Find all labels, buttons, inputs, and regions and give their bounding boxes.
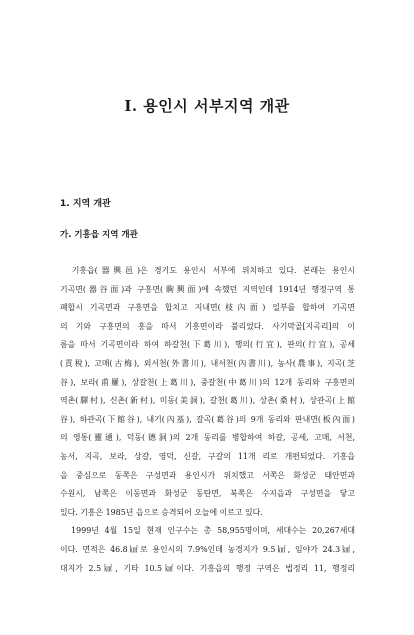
text-line: 농서, 지곡, 보라, 상갈, 영덕, 신갈, 구갈의 11개 리로 개편되었다. 기흥읍	[60, 451, 355, 461]
text-line: 있다. 기흥은 1985년 읍으로 승격되어 오늘에 이르고 있다.	[60, 507, 263, 517]
text-line: 의 기와 구흥면의 흥을 따서 기흥면이라 불리었다. 사기막골[지곡리]의 이	[60, 321, 355, 331]
section-title: 1. 지역 개관	[60, 199, 111, 209]
text-line: 1999년 4월 15일 현재 인구수는 총 58,955명이며, 세대수는 20,267세대	[60, 526, 355, 536]
text-line: 기흥읍(器興邑)은 경기도 용인시 서부에 위치하고 있다. 본래는 용인시	[60, 266, 355, 275]
text-line: 기곡면(器谷面)과 구흥면(駒興面)에 속했던 지역인데 1914년 행정구역 통	[60, 284, 355, 294]
text-line: 대지가 2.5㎢, 기타 10.5㎢이다. 기흥읍의 행정 구역은 법정리 11, 행정리	[60, 563, 355, 573]
text-line: 을 중심으로 동쪽은 구성면과 용인시가 위치했고 서쪽은 화성군 태안면과	[60, 470, 355, 480]
text-line: 谷), 보라(甫羅), 상갈천(上葛川), 중갈천(中葛川)의 12개 동리와 구흥면의	[60, 377, 355, 387]
chapter-title: Ⅰ. 용인시 서부지역 개관	[124, 97, 290, 115]
text-line: 수원시, 남쪽은 이동면과 화성군 동탄면, 북쪽은 수지읍과 구성면을 닿고	[60, 489, 355, 499]
text-line: 이다. 면적은 46.8㎢로 용인시의 7.9%인데 농경지가 9.5㎢, 임야가 24.3㎢,	[60, 544, 355, 554]
text-line: (貢稅), 고매(古梅), 외서천(外書川), 내서천(內書川), 농사(農事), 지곡(芝	[60, 358, 355, 368]
body-paragraphs	[60, 262, 355, 578]
text-line: 폐합시 기곡면과 구흥면을 합치고 지내면(枝內面) 일부를 합하여 기곡면	[60, 303, 355, 313]
text-line: 의 영통(靈通), 덕동(德洞)의 2개 동리를 병합하여 하갈, 공세, 고매, 서천,	[60, 433, 355, 443]
text-line: 역촌(驛村), 신촌(新村), 미동(美洞), 갈천(葛川), 상촌(桑村), 상관곡(上館	[60, 396, 355, 406]
text-line: 谷), 하관곡(下館谷), 내기(內基), 갈곡(葛谷)의 9개 동리와 판내면(板內面)	[60, 414, 355, 424]
subsection-title: 가. 기흥읍 지역 개관	[60, 230, 138, 240]
text-line: 름을 따서 기곡면이라 하여 하갈천(下葛川), 행의(行宜), 판의(行宜), 공세	[60, 340, 355, 350]
